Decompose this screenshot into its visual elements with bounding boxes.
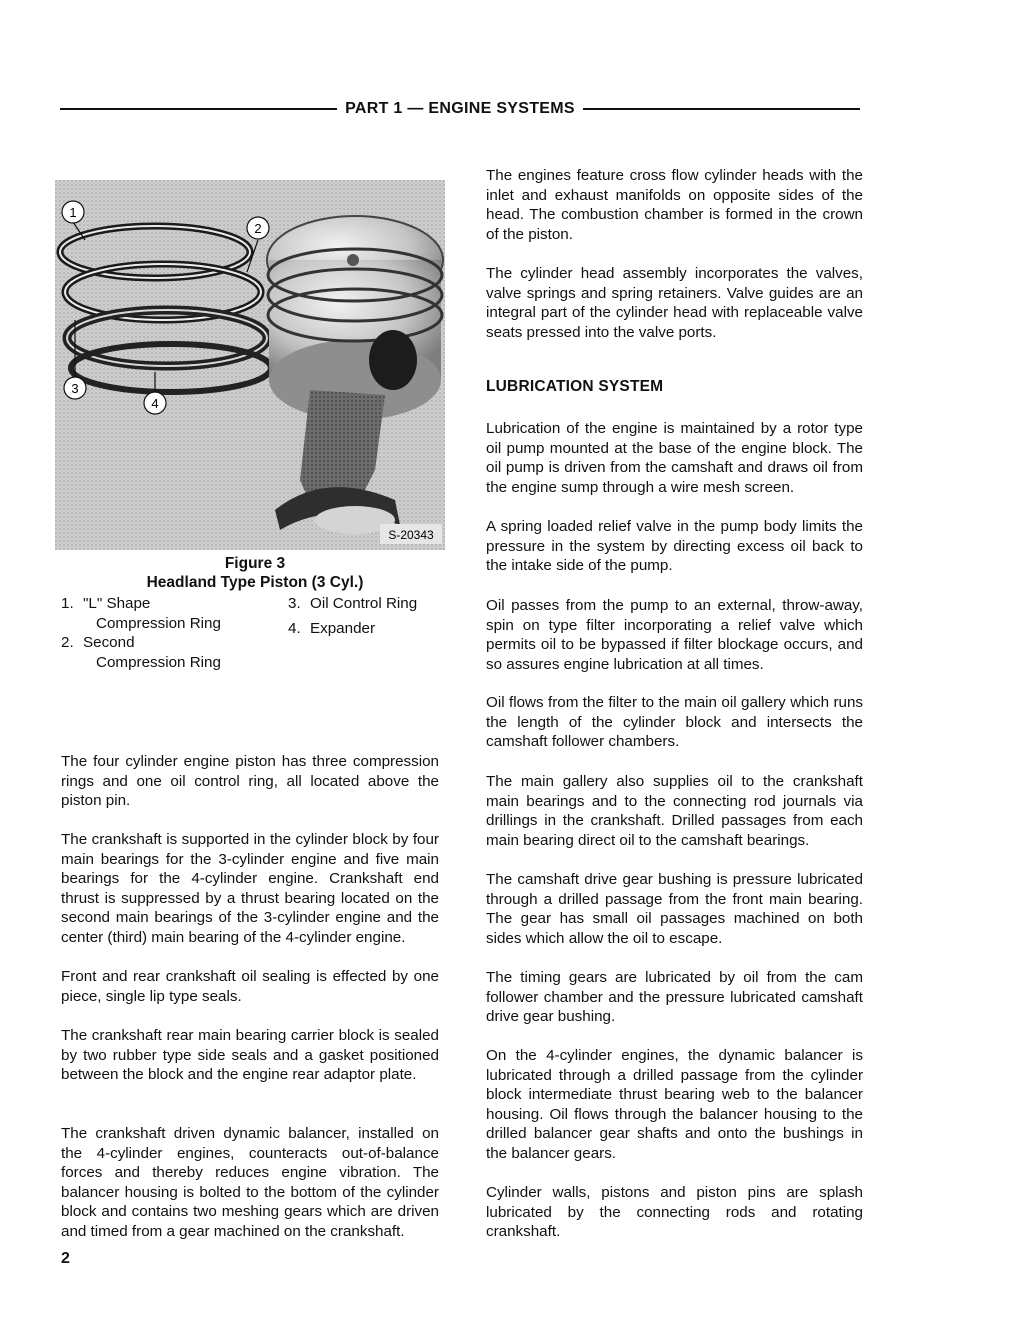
svg-text:2: 2 bbox=[254, 221, 262, 236]
lubrication-paragraph-6: The camshaft drive gear bushing is pressure lubricated through a drilled passage from the front main bearing. The gear has small oil passages machined on both sides which allow the oil to escape. bbox=[486, 871, 863, 947]
page-header bbox=[60, 97, 860, 121]
figure-caption-number: Figure 3 bbox=[224, 555, 286, 572]
piston-photo bbox=[55, 180, 445, 550]
lubrication-paragraph-8: On the 4-cylinder engines, the dynamic balancer is lubricated through a drilled passage from the cylinder block intermediate thrust bearing web to the balancer housing. Oil flows through the balancer housing to the drilled balancer gear shafts and onto the bushings in the balancer gears. bbox=[486, 1047, 863, 1162]
right-paragraph-2: The cylinder head assembly incorporates the valves, valve springs and spring retainers. Valve guides are an integral part of the cylinder head with replaceable valve seats pressed into the valve ports. bbox=[486, 265, 863, 341]
lubrication-paragraph-4: Oil flows from the filter to the main oil gallery which runs the length of the cylinder block and intersects the camshaft follower chambers. bbox=[486, 694, 863, 751]
header-rule-right bbox=[583, 108, 860, 110]
figure-code: S-20343 bbox=[388, 528, 434, 542]
left-paragraph-3: Front and rear crankshaft oil sealing is effected by one piece, single lip type seals. bbox=[61, 968, 439, 1005]
left-paragraph-1: The four cylinder engine piston has three compression rings and one oil control ring, all located above the piston pin. bbox=[61, 753, 439, 810]
legend-item-3: 3. Oil Control Ring bbox=[288, 595, 418, 612]
lubrication-paragraph-3: Oil passes from the pump to an external, throw-away, spin on type filter incorporating a relief valve which permits oil to be bypassed if filter blockage occurs, and so assures engine lubrication at all times. bbox=[486, 597, 863, 673]
lubrication-paragraph-7: The timing gears are lubricated by oil from the cam follower chamber and the pressure lubricated camshaft drive gear bushing. bbox=[486, 969, 863, 1026]
svg-text:1: 1 bbox=[69, 205, 77, 220]
lubrication-paragraph-1: Lubrication of the engine is maintained by a rotor type oil pump mounted at the base of the engine block. The oil pump is driven from the camshaft and draws oil from the engine sump through a wire mesh screen. bbox=[486, 420, 863, 496]
lubrication-paragraph-9: Cylinder walls, pistons and piston pins are splash lubricated by the connecting rods and rotating crankshaft. bbox=[486, 1184, 863, 1241]
svg-text:4: 4 bbox=[151, 396, 159, 411]
figure-caption-title: Headland Type Piston (3 Cyl.) bbox=[146, 574, 364, 591]
legend-item-4: 4. Expander bbox=[288, 620, 376, 637]
right-paragraph-1: The engines feature cross flow cylinder heads with the inlet and exhaust manifolds on opposite sides of the head. The combustion chamber is formed in the crown of the piston. bbox=[486, 167, 863, 243]
left-paragraph-5: The crankshaft driven dynamic balancer, installed on the 4-cylinder engines, counteracts out-of-balance forces and thereby reduces engine vibration. The balancer housing is bolted to the bottom of the cylinder block and contains two meshing gears which are driven and timed from a gear machined on the crankshaft. bbox=[61, 1125, 439, 1240]
header-rule-left bbox=[60, 108, 337, 110]
piston-body bbox=[267, 216, 443, 420]
page-number: 2 bbox=[61, 1250, 70, 1267]
header-title: PART 1 — ENGINE SYSTEMS bbox=[345, 100, 575, 117]
left-paragraph-4: The crankshaft rear main bearing carrier block is sealed by two rubber type side seals and a gasket positioned between the block and the engine rear adaptor plate. bbox=[61, 1027, 439, 1084]
left-paragraph-2: The crankshaft is supported in the cylinder block by four main bearings for the 3-cylinder engine and five main bearings for the 4-cylinder engine. Crankshaft end thrust is suppressed by a thrust bearing located on the second main bearings of the 3-cylinder engine and the center (third) main bearing of the 4-cylinder engine. bbox=[61, 831, 439, 946]
lubrication-paragraph-2: A spring loaded relief valve in the pump body limits the pressure in the system by directing excess oil back to the intake side of the pump. bbox=[486, 518, 863, 575]
lubrication-paragraph-5: The main gallery also supplies oil to the crankshaft main bearings and to the connecting rod journals via drillings in the crankshaft. Drilled passages from each main bearing direct oil to the camshaft bearings. bbox=[486, 773, 863, 849]
svg-text:3: 3 bbox=[71, 381, 79, 396]
legend-item-2: 2. Second Compression Ring bbox=[61, 634, 221, 671]
lubrication-heading: LUBRICATION SYSTEM bbox=[486, 378, 664, 395]
legend-item-1: 1. "L" Shape Compression Ring bbox=[61, 595, 221, 632]
